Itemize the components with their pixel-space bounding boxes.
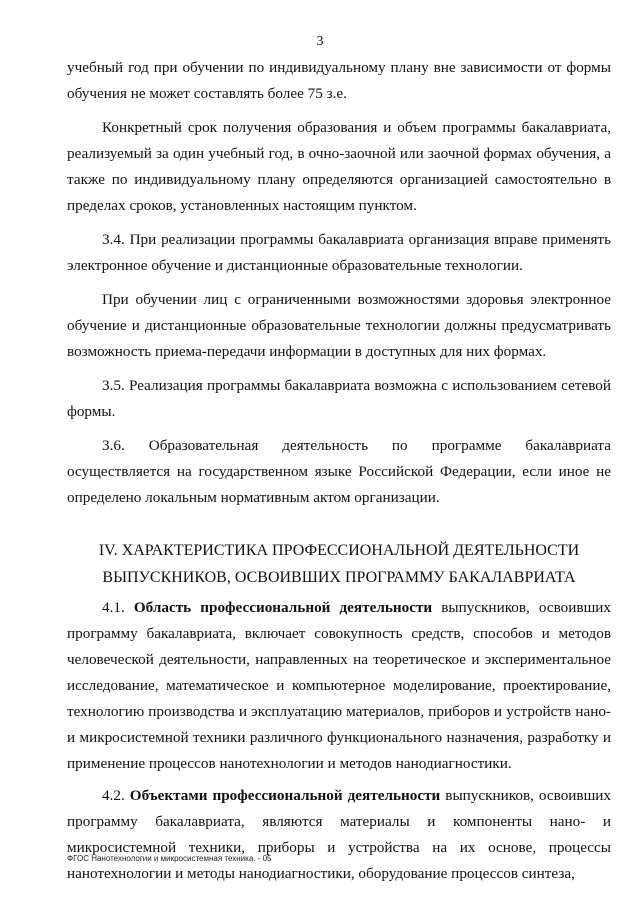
paragraph-3-4: 3.4. При реализации программы бакалавриата организация вправе применять электронное обучение и дистанционные образовательные технологии. <box>67 231 611 274</box>
paragraph-4-2 <box>67 783 611 887</box>
paragraph-continuation: учебный год при обучении по индивидуальному плану вне зависимости от формы обучения не может составлять более 75 з.е. <box>67 59 611 102</box>
section-heading-line-2: ВЫПУСКНИКОВ, ОСВОИВШИХ ПРОГРАММУ БАКАЛАВРИАТА <box>102 569 576 586</box>
paragraph-duration: Конкретный срок получения образования и объем программы бакалавриата, реализуемый за один учебный год, в очно-заочной или заочной формах обучения, а также по индивидуальному плану определяются организацией самостоятельно в пределах сроков, установленных настоящим пунктом. <box>67 119 611 214</box>
paragraph-4-2-text: выпускников, освоивших программу бакалавриата, являются материалы и компоненты нано- и микросистемной техники, приборы и устройства на их основе, процессы нанотехнологии и методы нанодиагностики, оборудование процессов синтеза, <box>67 787 612 882</box>
clause-number-4-2: 4.2. <box>102 787 125 804</box>
document-body <box>67 55 611 893</box>
paragraph-3-6: 3.6. Образовательная деятельность по программе бакалавриата осуществляется на государственном языке Российской Федерации, если иное не определено локальным нормативным актом организации. <box>67 437 611 506</box>
paragraph-disabilities: При обучении лиц с ограниченными возможностями здоровья электронное обучение и дистанционные образовательные технологии должны предусматривать возможность приема-передачи информации в доступных для них формах. <box>67 291 611 360</box>
page-footer: ФГОС Нанотехнологии и микросистемная техника. - 05 <box>67 854 272 863</box>
section-heading-line-1: IV. ХАРАКТЕРИСТИКА ПРОФЕССИОНАЛЬНОЙ ДЕЯТЕЛЬНОСТИ <box>98 542 580 559</box>
clause-number-4-1: 4.1. <box>102 599 125 616</box>
section-heading <box>67 537 611 591</box>
term-field-of-activity: Область профессиональной деятельности <box>133 599 433 616</box>
paragraph-4-1 <box>67 595 611 777</box>
page-number: 3 <box>316 34 324 49</box>
paragraph-4-1-text: выпускников, освоивших программу бакалавриата, включает совокупность средств, способов и методов человеческой деятельности, направленных на теоретическое и экспериментальное исследование, математическое и компьютерное моделирование, проектирование, технологию производства и эксплуатацию материалов, приборов и устройств нано- и микросистемной техники различного функционального назначения, разработку и применение процессов нанотехнологии и методов нанодиагностики. <box>67 599 611 772</box>
paragraph-3-5: 3.5. Реализация программы бакалавриата возможна с использованием сетевой формы. <box>67 377 611 420</box>
term-objects-of-activity: Объектами профессиональной деятельности <box>129 787 441 804</box>
